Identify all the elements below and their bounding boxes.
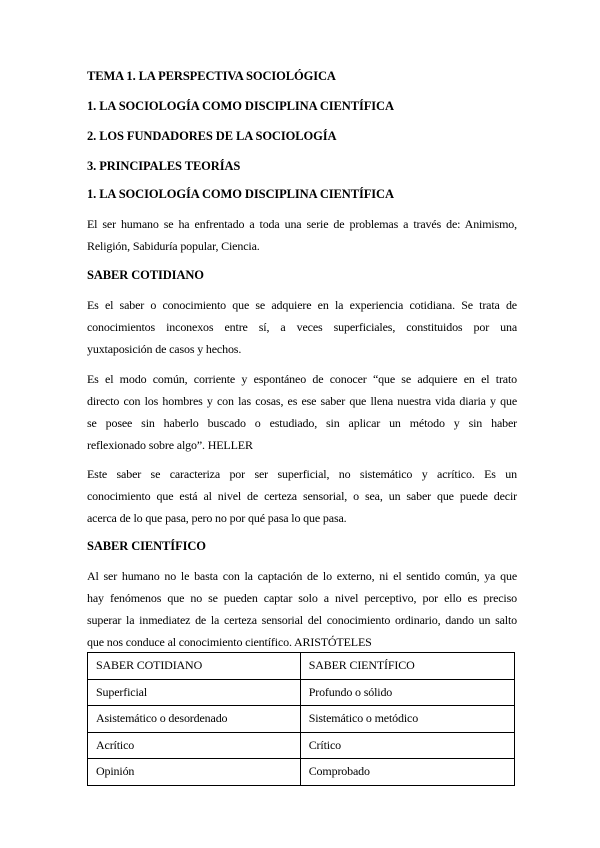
saber-cotidiano-heading: SABER COTIDIANO: [87, 268, 204, 282]
text-line: Este saber se caracteriza por ser superficial, no sistemático y acrítico. Es un: [87, 467, 517, 481]
text-line: superar la inmediatez de la certeza sensorial del conocimiento ordinario, dando un salto: [87, 613, 517, 627]
table-row: [88, 759, 515, 786]
index-item-3: 3. PRINCIPALES TEORÍAS: [87, 159, 241, 173]
index-item-1: 1. LA SOCIOLOGÍA COMO DISCIPLINA CIENTÍFICA: [87, 99, 394, 113]
table-row: [88, 679, 515, 706]
index-item-2: 2. LOS FUNDADORES DE LA SOCIOLOGÍA: [87, 129, 337, 143]
cientifico-paragraph-1: [87, 565, 517, 653]
table-row: [88, 732, 515, 759]
text-line: Religión, Sabiduría popular, Ciencia.: [87, 239, 260, 253]
table-row: [88, 706, 515, 733]
text-line: El ser humano se ha enfrentado a toda una serie de problemas a través de: Animismo,: [87, 217, 517, 231]
text-line: conocimiento que está al nivel de certeza sensorial, o sea, un saber que puede decir: [87, 489, 517, 503]
intro-paragraph: [87, 213, 517, 257]
text-line: que nos conduce al conocimiento científico. ARISTÓTELES: [87, 635, 372, 649]
text-line: hay fenómenos que no se pueden captar solo a nivel perceptivo, por ello es preciso: [87, 591, 517, 605]
table-header-row: [88, 653, 515, 680]
table-cell: Superficial: [88, 679, 301, 706]
table-cell: Profundo o sólido: [300, 679, 514, 706]
cotidiano-paragraph-3: [87, 463, 517, 529]
table-cell: Asistemático o desordenado: [88, 706, 301, 733]
table-header-cell: SABER CIENTÍFICO: [300, 653, 514, 680]
table-header-cell: SABER COTIDIANO: [88, 653, 301, 680]
text-line: reflexionado sobre algo”. HELLER: [87, 438, 253, 452]
cotidiano-paragraph-2: [87, 368, 517, 456]
table-cell: Crítico: [300, 732, 514, 759]
text-line: Al ser humano no le basta con la captación de lo externo, ni el sentido común, ya que: [87, 569, 517, 583]
text-line: Es el saber o conocimiento que se adquiere en la experiencia cotidiana. Se trata de: [87, 298, 517, 312]
text-line: yuxtaposición de casos y hechos.: [87, 342, 242, 356]
title-heading: TEMA 1. LA PERSPECTIVA SOCIOLÓGICA: [87, 69, 336, 83]
table-cell: Comprobado: [300, 759, 514, 786]
table-cell: Sistemático o metódico: [300, 706, 514, 733]
cotidiano-paragraph-1: [87, 294, 517, 360]
table-cell: Opinión: [88, 759, 301, 786]
text-line: conocimientos inconexos entre sí, a veces superficiales, constituidos por una: [87, 320, 517, 334]
section-heading-1: 1. LA SOCIOLOGÍA COMO DISCIPLINA CIENTÍFICA: [87, 187, 394, 201]
text-line: se posee sin haberlo buscado o estudiado, sin aplicar un método y sin haber: [87, 416, 517, 430]
text-line: directo con los hombres y con las cosas, es ese saber que llena nuestra vida diaria y que: [87, 394, 517, 408]
text-line: Es el modo común, corriente y espontáneo de conocer “que se adquiere en el trato: [87, 372, 517, 386]
saber-cientifico-heading: SABER CIENTÍFICO: [87, 539, 206, 553]
text-line: acerca de lo que pasa, pero no por qué pasa lo que pasa.: [87, 511, 347, 525]
comparison-table: [87, 652, 515, 786]
table-cell: Acrítico: [88, 732, 301, 759]
